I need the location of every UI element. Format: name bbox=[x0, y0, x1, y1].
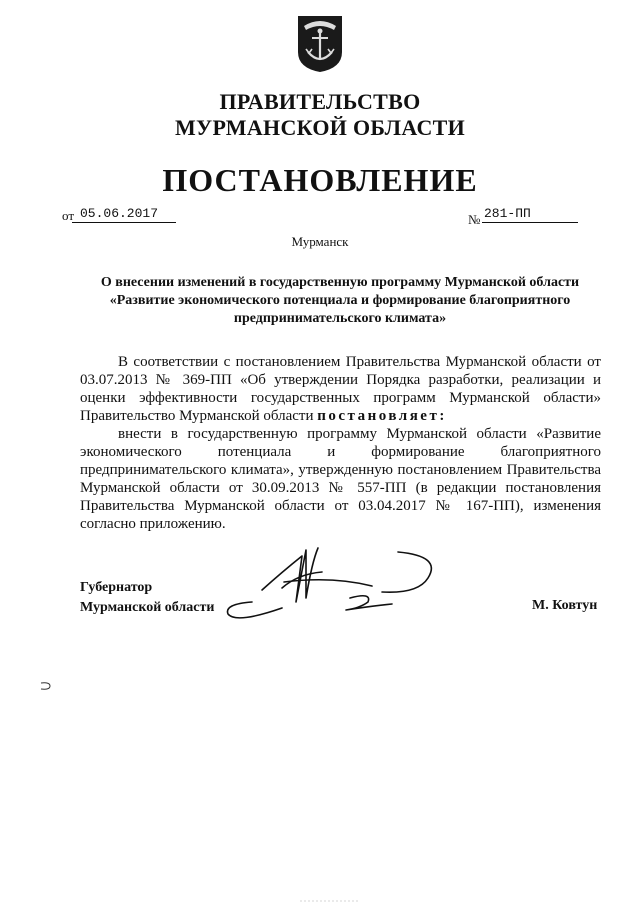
resolution-keyword: постановляет: bbox=[317, 408, 447, 424]
number-prefix: № bbox=[468, 212, 481, 227]
handwritten-signature-icon bbox=[222, 542, 444, 624]
paragraph-1-text: В соответствии с постановлением Правительства Мурманской области от 03.07.2013 № 369-ПП «Об утверждении Порядка разработки, реализации и оценки эффективности государственных программ Мурманской области» Правительство Мурманской области bbox=[80, 354, 601, 424]
org-name-line2: МУРМАНСКОЙ ОБЛАСТИ bbox=[174, 115, 466, 140]
document-subject bbox=[80, 274, 600, 328]
document-body bbox=[80, 353, 601, 533]
document-date: 05.06.2017 bbox=[72, 206, 176, 223]
scan-edge-mark-icon bbox=[300, 898, 360, 904]
subject-line3: предпринимательского климата» bbox=[233, 311, 447, 326]
date-prefix: от bbox=[62, 208, 75, 223]
hole-punch-mark-icon bbox=[38, 680, 58, 692]
body-paragraph-2: внести в государственную программу Мурманской области «Развитие экономического потенциала и формирование благоприятного предпринимательского климата», утвержденную постановлением Правительства Мурманской области от 30.09.2013 № 557-ПП (в редакции постановления Правительства Мурманской области от 03.04.2017 № 167-ПП), изменения согласно приложению. bbox=[80, 426, 601, 532]
signatory-title bbox=[80, 578, 214, 618]
body-paragraph-1 bbox=[80, 353, 601, 425]
subject-line2: «Развитие экономического потенциала и формирование благоприятного bbox=[109, 293, 571, 308]
subject-line1: О внесении изменений в государственную программу Мурманской области bbox=[100, 275, 580, 290]
document-type-title: ПОСТАНОВЛЕНИЕ bbox=[162, 162, 478, 198]
coat-of-arms-icon bbox=[296, 14, 344, 74]
org-name-line1: ПРАВИТЕЛЬСТВО bbox=[219, 89, 421, 114]
signatory-name: М. Ковтун bbox=[532, 598, 598, 613]
signatory-title-line1: Губернатор bbox=[80, 580, 153, 595]
document-number: 281-ПП bbox=[482, 206, 578, 223]
signatory-title-line2: Мурманской области bbox=[80, 600, 215, 615]
city-name: Мурманск bbox=[291, 234, 349, 249]
